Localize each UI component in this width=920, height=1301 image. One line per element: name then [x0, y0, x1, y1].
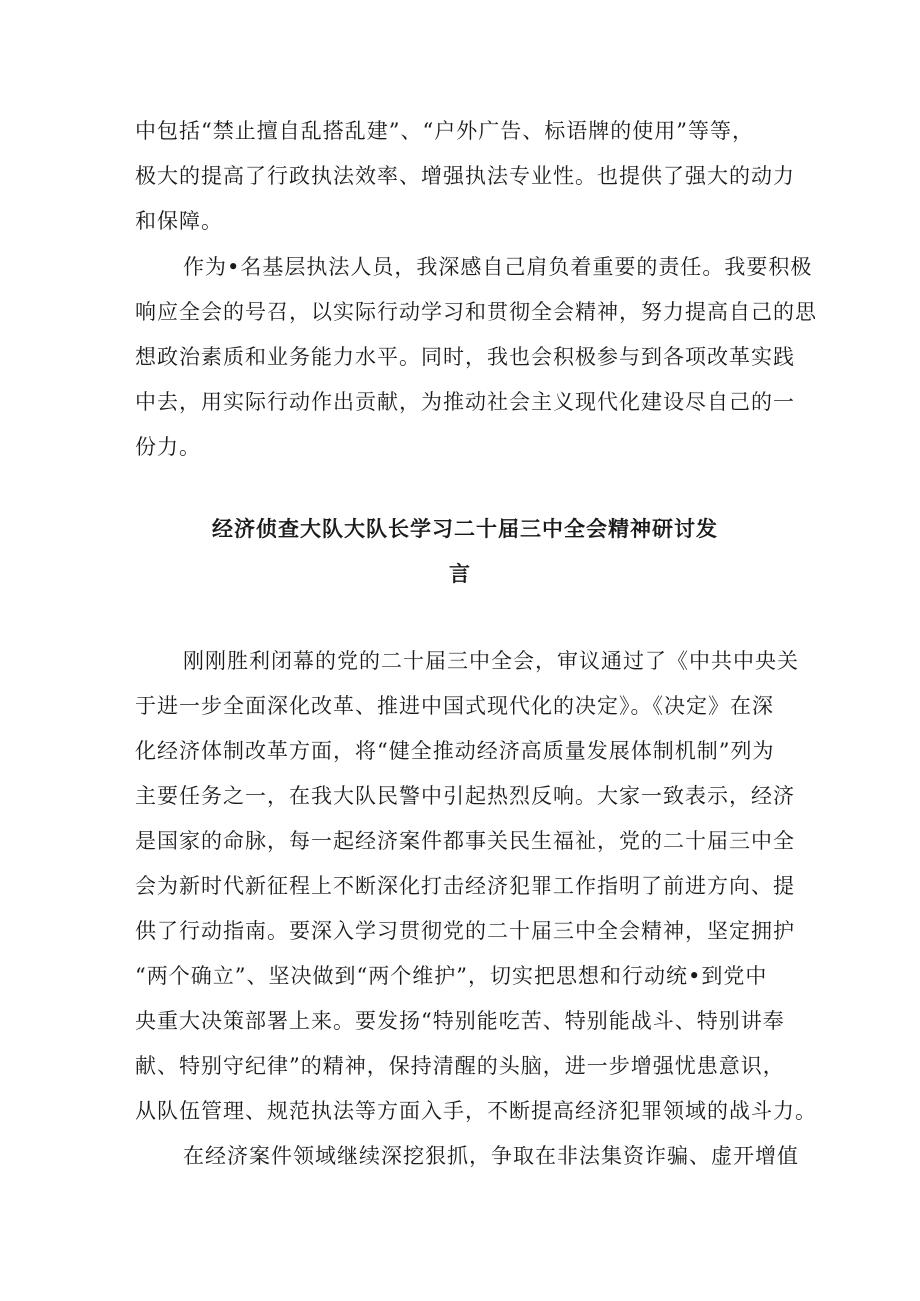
- text-line: 献、特别守纪律”的精神，保持清醒的头脑，进一步增强忧患意识，: [135, 1054, 785, 1078]
- text-line: 中包括“禁止擅自乱搭乱建”、“户外广告、标语牌的使用”等等，: [135, 119, 754, 143]
- text-line: 响应全会的号召，以实际行动学习和贯彻全会精神，努力提高自己的思: [135, 300, 817, 324]
- text-line: 会为新时代新征程上不断深化打击经济犯罪工作指明了前进方向、提: [135, 874, 795, 898]
- title-line: 言: [449, 561, 471, 586]
- text-line: 极大的提高了行政执法效率、增强执法专业性。也提供了强大的动力: [135, 164, 795, 188]
- text-line: 刚刚胜利闭幕的党的二十届三中全会，审议通过了《中共中央关: [183, 649, 799, 673]
- text-line: 供了行动指南。要深入学习贯彻党的二十届三中全会精神，坚定拥护: [135, 919, 795, 943]
- text-line: 于进一步全面深化改革、推进中国式现代化的决定》。《决定》在深: [135, 694, 774, 718]
- text-line: “两个确立”、坚决做到“两个维护”，切实把思想和行动统•到党中: [135, 964, 768, 988]
- text-line: 主要任务之一，在我大队民警中引起热烈反响。大家一致表示，经济: [135, 784, 795, 808]
- title-line: 经济侦查大队大队长学习二十届三中全会精神研讨发: [212, 516, 718, 541]
- text-line: 央重大决策部署上来。要发扬“特别能吃苦、特别能战斗、特别讲奉: [135, 1009, 785, 1033]
- text-line: 从队伍管理、规范执法等方面入手，不断提高经济犯罪领域的战斗力。: [135, 1099, 817, 1123]
- text-line: 在经济案件领域继续深挖狠抓，争取在非法集资诈骗、虚开增值: [183, 1144, 799, 1168]
- text-line: 想政治素质和业务能力水平。同时，我也会积极参与到各项改革实践: [135, 345, 795, 369]
- text-line: 化经济体制改革方面，将“健全推动经济高质量发展体制机制”列为: [135, 739, 775, 763]
- text-line: 是国家的命脉，每一起经济案件都事关民生福祉，党的二十届三中全: [135, 829, 795, 853]
- text-line: 中去，用实际行动作出贡献，为推动社会主义现代化建设尽自己的一: [135, 390, 795, 414]
- text-line: 份力。: [135, 435, 201, 459]
- text-line: 和保障。: [135, 209, 223, 233]
- text-line: 作为•名基层执法人员，我深感自己肩负着重要的责任。我要积极: [183, 255, 813, 279]
